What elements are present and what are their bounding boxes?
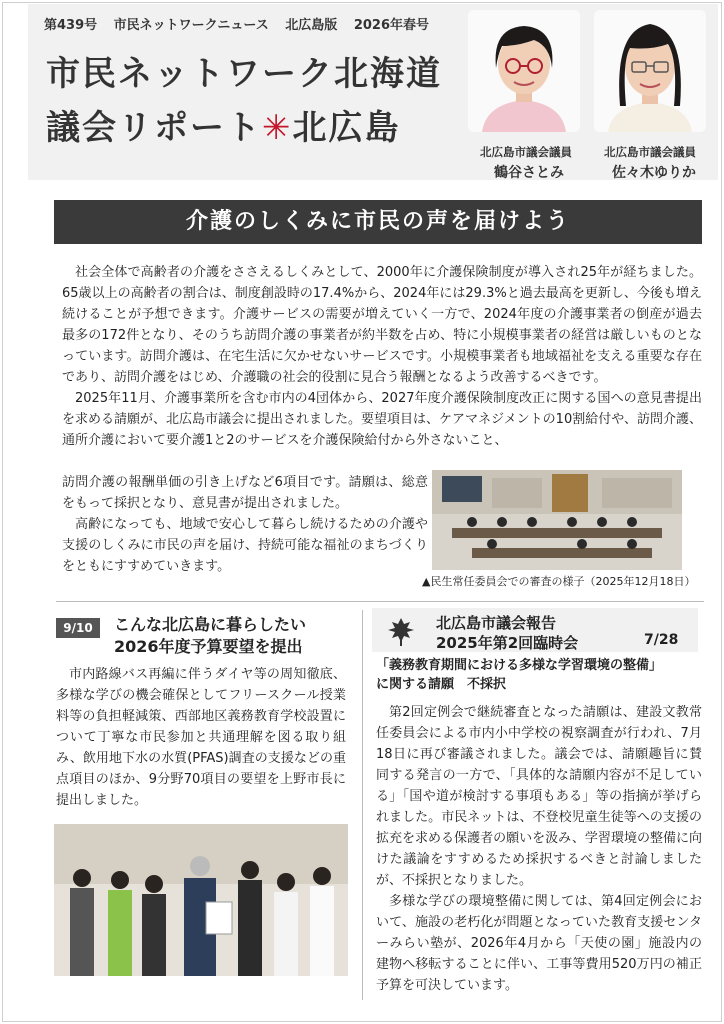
- title-line-1: 市民ネットワーク北海道: [46, 54, 442, 94]
- main-article-paragraph-3: 高齢になっても、地域で安心して暮らし続けるための介護や支援のしくみに市民の声を届け、持続可能な福祉のまちづくりをともにすすめていきます。: [62, 517, 428, 574]
- petition-title-line-2: に関する請願 不採択: [376, 677, 507, 692]
- right-article-paragraph-1: 第2回定例会で継続審査となった請願は、建設文教常任委員会による市内小中学校の視察調査が行われ、7月18日に再び審議されました。議会では、請願趣旨に賛同する発言の一方で、「具体的な請願内容が不足している」「国や道が検討する事項もある」等の指摘が挙げられました。市民ネットは、不登校児童生徒等への支援の拡充を求める保護者の願いを汲み、学習環境の整備に向けた議論をすすめるため採択するべきと討論しましたが、不採択となりました。: [376, 705, 702, 888]
- council-session-title: 2025年第2回臨時会: [436, 634, 579, 652]
- left-article-body: 市内路線バス再編に伴うダイヤ等の周知徹底、多様な学びの機会確保としてフリースクール授業料等の負担軽減策、西部地区義務教育学校設置について丁寧な市民参加と共通理解を図る取り組み、飲用地下水の水質(PFAS)調査の支援などの重点項目のほか、9分野70項目の要望を上野市長に提出しました。: [56, 667, 346, 808]
- section-divider: [56, 601, 704, 602]
- council-session-date: 7/28: [644, 632, 679, 648]
- main-article-paragraph-1: 社会全体で高齢者の介護をささえるしくみとして、2000年に介護保険制度が導入され25年が経ちました。65歳以上の高齢者の割合は、制度創設時の17.4%から、2024年には29.3%と過去最高を更新し、今後も増え続けることが予想できます。介護サービスの需要が増えていく一方で、2024年度の介護事業者の倒産が過去最多の172件となり、そのうち訪問介護の事業者が約半数を占め、特に小規模事業者の経営は厳しいものとなっています。訪問介護は、在宅生活に欠かせないサービスです。小規模事業者も地域福祉を支える重要な存在であり、訪問介護をはじめ、介護職の社会的役割に見合う報酬となるよう改善するべきです。: [62, 265, 702, 385]
- right-article-paragraph-2: 多様な学びの環境整備に関しては、第4回定例会において、施設の老朽化が問題となっていた教育支援センターみらい塾が、2026年4月から「天使の園」施設内の建物へ移転することに伴い、工事等費用520万円の補正予算を可決しています。: [376, 894, 702, 993]
- member-2-role: 北広島市議会議員: [604, 145, 696, 159]
- left-article-headline-2: 2026年度予算要望を提出: [114, 637, 303, 656]
- publication-name: 市民ネットワークニュース: [113, 18, 269, 33]
- column-divider: [362, 610, 363, 1000]
- meeting-photo-caption: ▲民生常任委員会での審査の様子（2025年12月18日）: [422, 575, 696, 588]
- council-report-title: 北広島市議会報告: [436, 614, 557, 632]
- issue-number: 第439号: [44, 18, 98, 33]
- season: 2026年春号: [353, 18, 430, 33]
- portrait-sasaki: [594, 10, 706, 132]
- title-line-2-a: 議会リポート: [46, 108, 262, 148]
- portrait-tsurutani: [468, 10, 580, 132]
- petition-title-line-1: 「義務教育期間における多様な学習環境の整備」: [376, 658, 663, 673]
- title-line-2-b: 北広島: [292, 108, 401, 148]
- leaf-icon: [386, 614, 416, 646]
- newsletter-header: [28, 4, 718, 180]
- issue-line: [44, 14, 441, 33]
- edition: 北広島版: [285, 18, 338, 33]
- right-article-body: [376, 702, 702, 996]
- main-banner: 介護のしくみに市民の声を届けよう: [54, 200, 702, 244]
- petition-title: [376, 656, 700, 694]
- main-article-paragraph-2: 2025年11月、介護事業所を含む市内の4団体から、2027年度介護保険制度改正に関する国への意見書提出を求める請願が、北広島市議会に提出されました。要望項目は、ケアマネジメントの10割給付や、訪問介護、通所介護において要介護1と2のサービスを介護保険給付から外さないこと、: [62, 391, 702, 448]
- asterisk-icon: ✳: [262, 108, 293, 148]
- member-1-role: 北広島市議会議員: [480, 145, 572, 159]
- left-article-headline-1: こんな北広島に暮らしたい: [114, 615, 307, 634]
- group-photo: [54, 824, 348, 976]
- left-article-date: 9/10: [56, 618, 100, 638]
- main-article-paragraph-2-cont: 訪問介護の報酬単価の引き上げなど6項目です。請願は、総意をもって採択となり、意見書が提出されました。: [62, 475, 428, 511]
- meeting-photo: [432, 470, 682, 570]
- member-1-name: 鶴谷さとみ: [494, 165, 564, 181]
- member-2-name: 佐々木ゆりか: [612, 165, 696, 181]
- title-line-2: [46, 100, 401, 149]
- council-report-header: [372, 608, 698, 652]
